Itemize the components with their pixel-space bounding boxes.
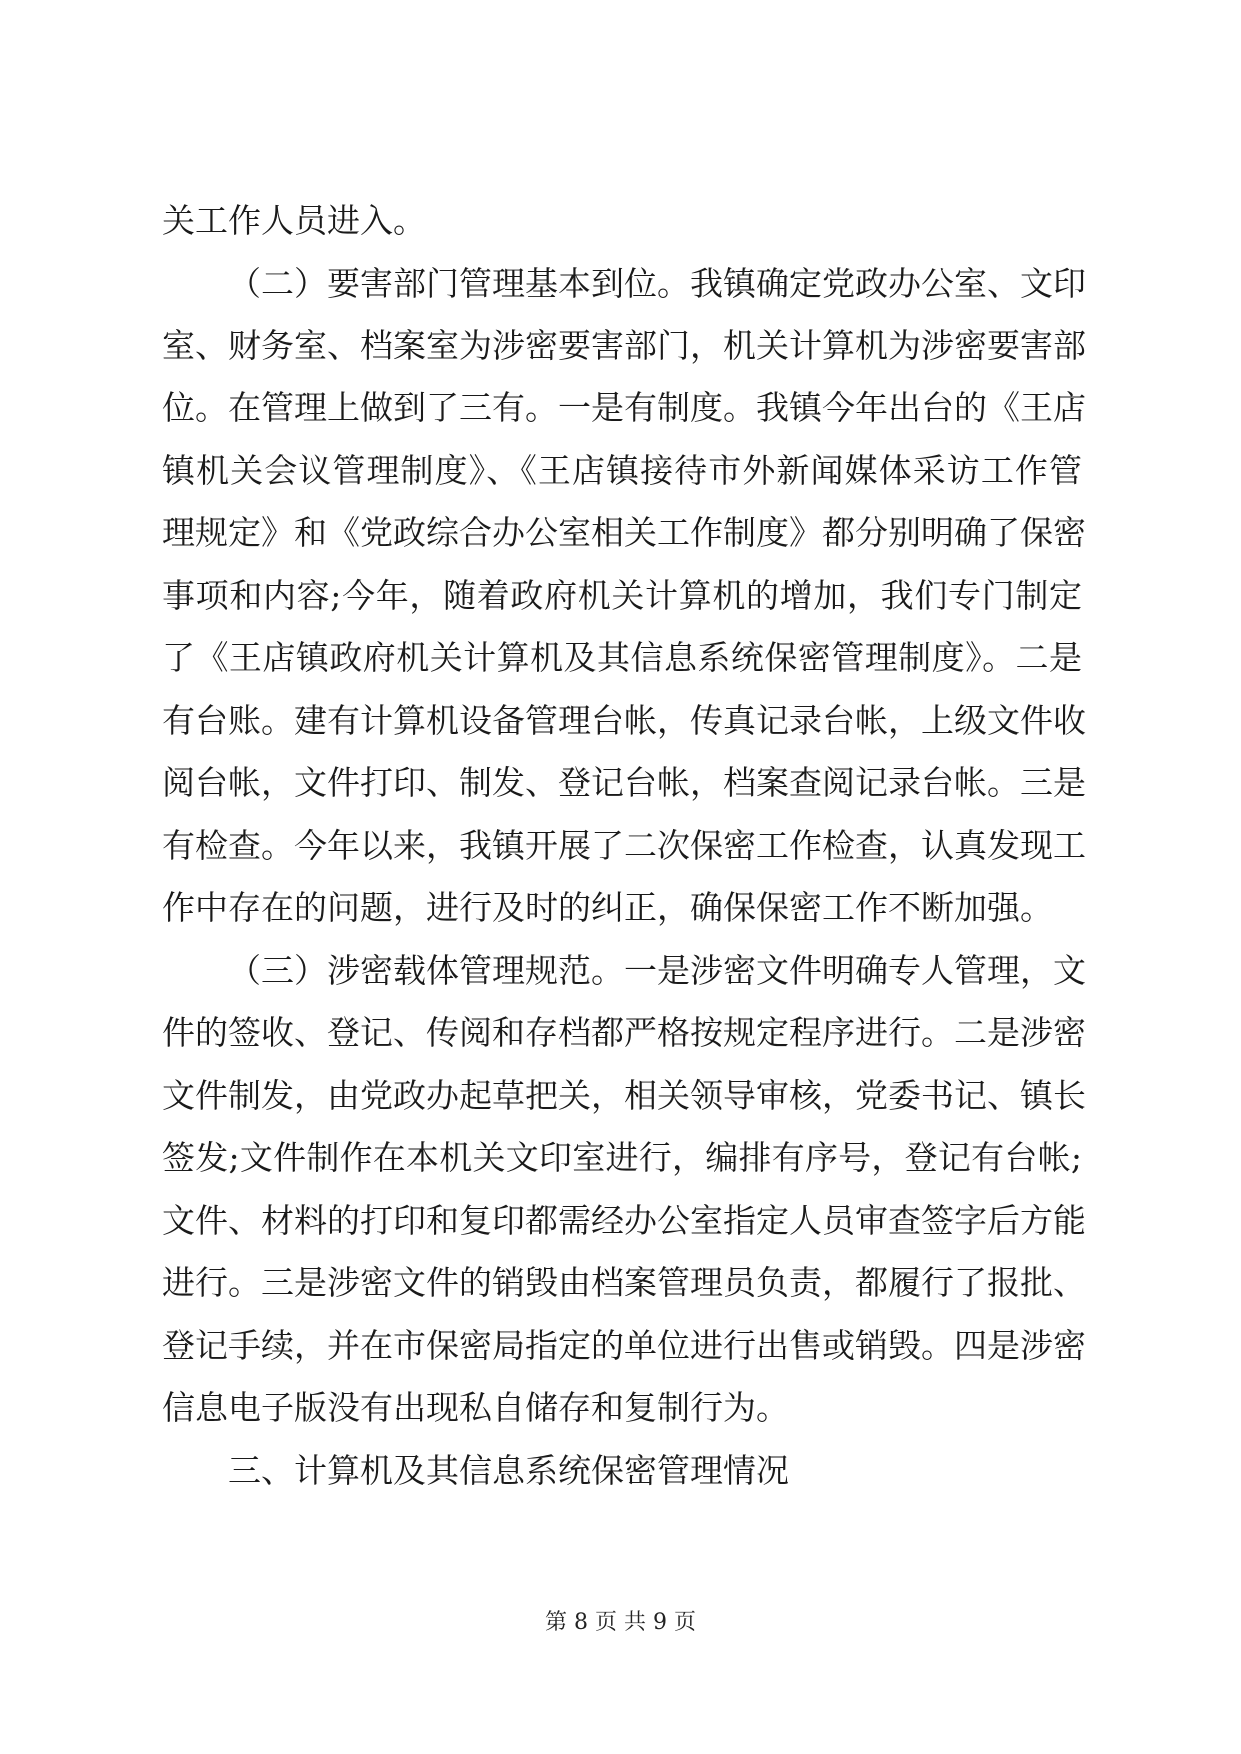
text-line: 位。在管理上做到了三有。一是有制度。我镇今年出台的《王店 — [162, 388, 1086, 427]
text-line: 有检查。今年以来，我镇开展了二次保密工作检查，认真发现工 — [162, 826, 1086, 865]
text-line: （二）要害部门管理基本到位。我镇确定党政办公室、文印 — [228, 264, 1086, 303]
text-line: 进行。三是涉密文件的销毁由档案管理员负责，都履行了报批、 — [162, 1263, 1086, 1302]
section-heading: 三、计算机及其信息系统保密管理情况 — [228, 1451, 789, 1490]
text-line: 关工作人员进入。 — [162, 201, 426, 240]
text-line: 室、财务室、档案室为涉密要害部门，机关计算机为涉密要害部 — [162, 326, 1086, 365]
text-line: 事项和内容;今年，随着政府机关计算机的增加，我们专门制定 — [162, 576, 1082, 615]
text-line: 理规定》和《党政综合办公室相关工作制度》都分别明确了保密 — [162, 513, 1086, 552]
text-line: 了《王店镇政府机关计算机及其信息系统保密管理制度》。二是 — [162, 638, 1082, 677]
text-line: 有台账。建有计算机设备管理台帐，传真记录台帐，上级文件收 — [162, 701, 1086, 740]
text-line: 信息电子版没有出现私自储存和复制行为。 — [162, 1388, 789, 1427]
text-line: 文件、材料的打印和复印都需经办公室指定人员审查签字后方能 — [162, 1201, 1086, 1240]
text-line: （三）涉密载体管理规范。一是涉密文件明确专人管理，文 — [228, 951, 1086, 990]
page-number: 第 8 页 共 9 页 — [545, 1610, 696, 1635]
text-line: 镇机关会议管理制度》、《王店镇接待市外新闻媒体采访工作管 — [162, 451, 1082, 490]
text-line: 阅台帐，文件打印、制发、登记台帐，档案查阅记录台帐。三是 — [162, 763, 1086, 802]
text-line: 件的签收、登记、传阅和存档都严格按规定程序进行。二是涉密 — [162, 1013, 1086, 1052]
text-line: 作中存在的问题，进行及时的纠正，确保保密工作不断加强。 — [162, 888, 1053, 927]
text-line: 文件制发，由党政办起草把关，相关领导审核，党委书记、镇长 — [162, 1076, 1086, 1115]
text-line: 登记手续，并在市保密局指定的单位进行出售或销毁。四是涉密 — [162, 1326, 1086, 1365]
text-line: 签发;文件制作在本机关文印室进行，编排有序号，登记有台帐; — [162, 1138, 1082, 1177]
